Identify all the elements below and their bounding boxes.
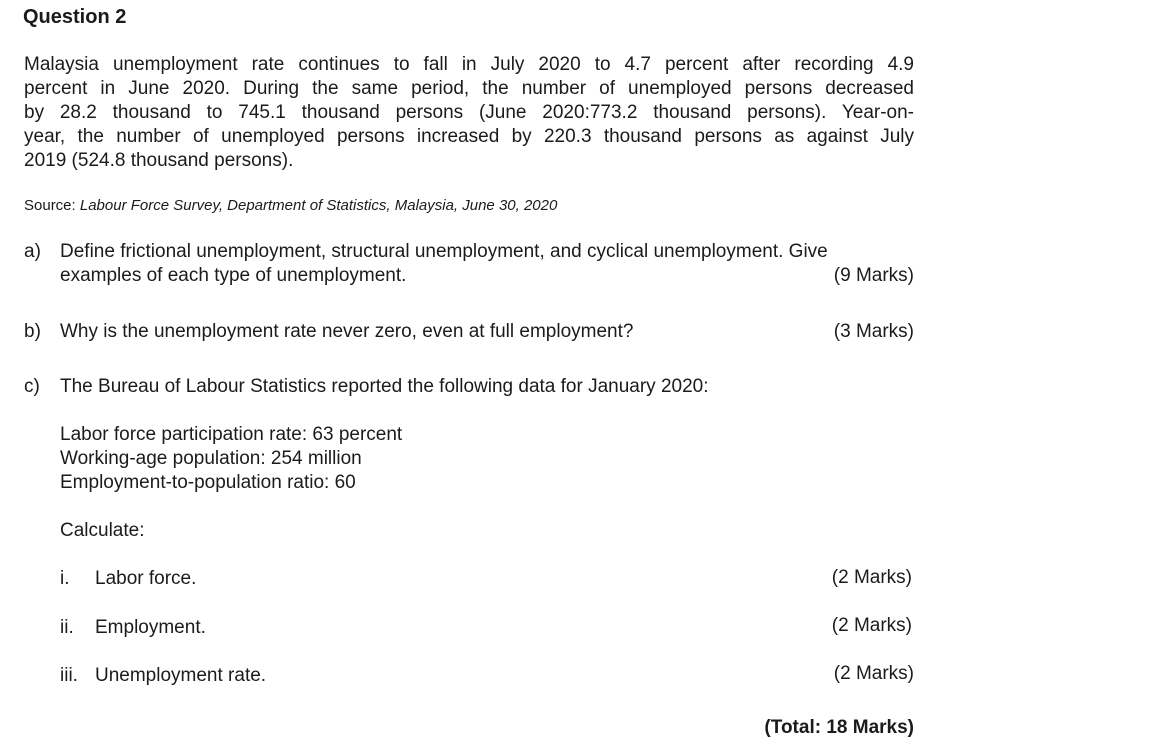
part-a-label: a) [24,241,41,262]
part-c-label: c) [24,376,40,397]
data-line-ratio: Employment-to-population ratio: 60 [60,472,356,493]
item-ii-marks: (2 Marks) [831,615,912,636]
item-iii-text: Unemployment rate. [95,665,267,686]
data-line-participation: Labor force participation rate: 63 percent [60,424,403,445]
total-marks: (Total: 18 Marks) [764,717,914,738]
paragraph-line: 2019 (524.8 thousand persons). [24,150,294,171]
calculate-label: Calculate: [60,520,145,541]
item-iii-marks: (2 Marks) [833,663,914,684]
part-b-label: b) [24,321,41,342]
item-i-text: Labor force. [95,568,197,589]
paragraph-line: by 28.2 thousand to 745.1 thousand persons (June 2020:773.2 thousand persons). Year-on- [24,102,914,123]
item-iii-number: iii. [60,665,78,686]
question-title: Question 2 [23,6,127,28]
part-a-text-line1: Define frictional unemployment, structural unemployment, and cyclical unemployment. Give [60,241,828,262]
part-a-marks: (9 Marks) [833,265,914,286]
item-i-marks: (2 Marks) [831,567,912,588]
paragraph-line: Malaysia unemployment rate continues to fall in July 2020 to 4.7 percent after recording 4.9 [24,54,914,75]
paragraph-line: percent in June 2020. During the same period, the number of unemployed persons decreased [24,78,914,99]
data-line-population: Working-age population: 254 million [60,448,362,469]
part-b-text: Why is the unemployment rate never zero, even at full employment? [60,321,634,342]
item-ii-number: ii. [60,617,74,638]
source-text: Labour Force Survey, Department of Statistics, Malaysia, June 30, 2020 [79,197,558,214]
part-c-text: The Bureau of Labour Statistics reported the following data for January 2020: [60,376,709,397]
part-b-marks: (3 Marks) [833,321,914,342]
part-a-text-line2: examples of each type of unemployment. [60,265,407,286]
paragraph-line: year, the number of unemployed persons increased by 220.3 thousand persons as against July [24,126,914,147]
source-citation [24,196,557,216]
item-ii-text: Employment. [95,617,206,638]
intro-paragraph [24,53,914,173]
item-i-number: i. [60,568,70,589]
source-label: Source: [24,197,80,214]
